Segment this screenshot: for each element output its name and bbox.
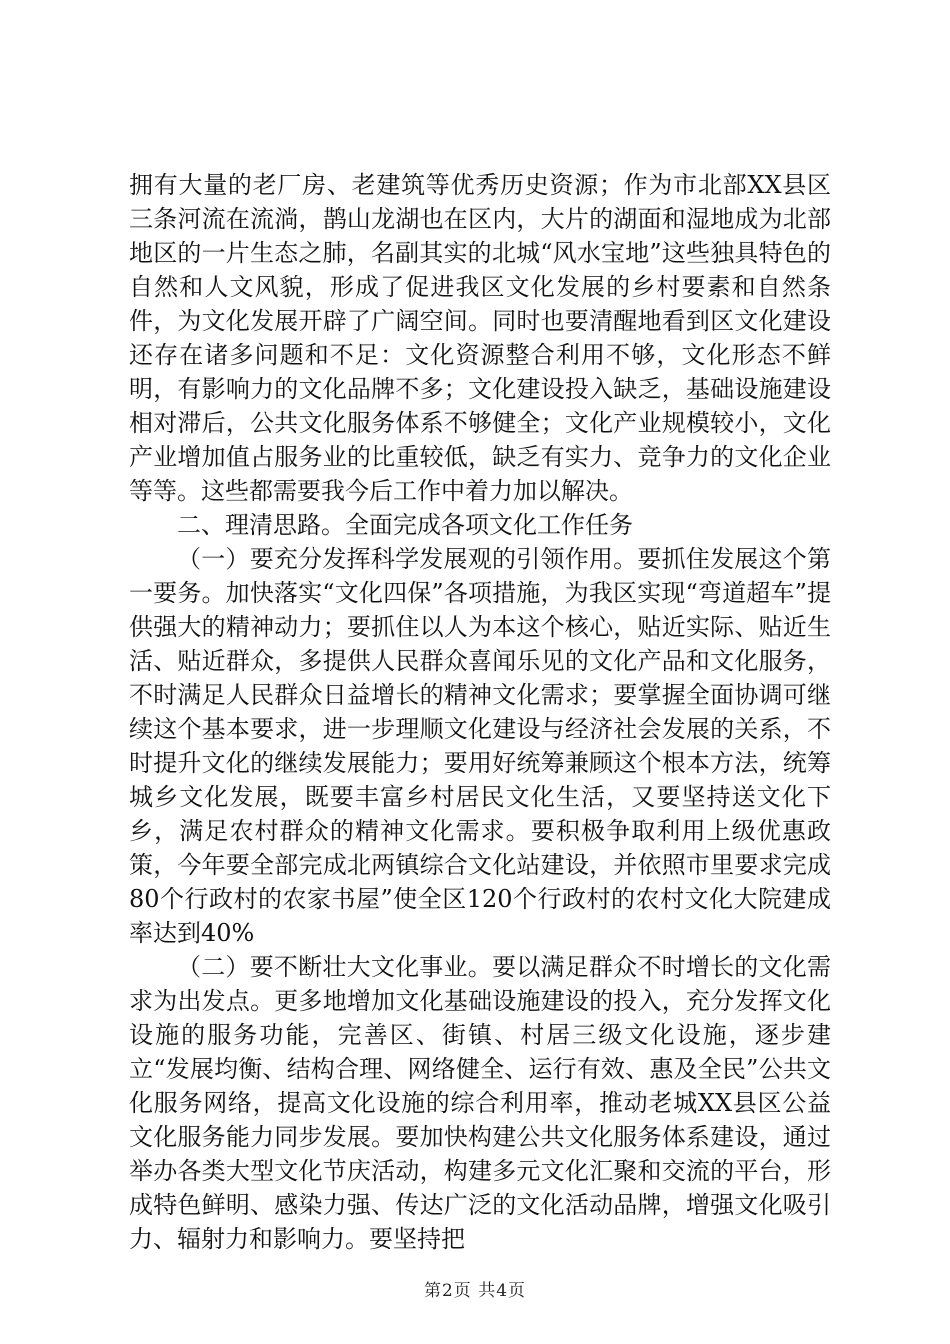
paragraph-resources-and-problems: 拥有大量的老厂房、老建筑等优秀历史资源；作为市北部XX县区三条河流在流淌，鹊山龙湖也在区内，大片的湖面和湿地成为北部地区的一片生态之肺，名副其实的北城“风水宝地”这些独具特色的自然和人文风貌，形成了促进我区文化发展的乡村要素和自然条件，为文化发展开辟了广阔空间。同时也要清醒地看到区文化建设还存在诸多问题和不足：文化资源整合利用不够，文化形态不鲜明，有影响力的文化品牌不多；文化建设投入缺乏，基础设施建设相对滞后，公共文化服务体系不够健全；文化产业规模较小，文化产业增加值占服务业的比重较低，缺乏有实力、竞争力的文化企业等等。这些都需要我今后工作中着力加以解决。 <box>129 171 831 505</box>
page-footer: 第2页 共4页 <box>423 1281 527 1301</box>
paragraph-scientific-development: （一）要充分发挥科学发展观的引领作用。要抓住发展这个第一要务。加快落实“文化四保”各项措施，为我区实现“弯道超车”提供强大的精神动力；要抓住以人为本这个核心，贴近实际、贴近生活、贴近群众，多提供人民群众喜闻乐见的文化产品和文化服务，不时满足人民群众日益增长的精神文化需求；要掌握全面协调可继续这个基本要求，进一步理顺文化建设与经济社会发展的关系，不时提升文化的继续发展能力；要用好统筹兼顾这个根本方法，统筹城乡文化发展，既要丰富乡村居民文化生活，又要坚持送文化下乡，满足农村群众的精神文化需求。要积极争取利用上级优惠政策，今年要全部完成北两镇综合文化站建设，并依照市里要求完成80个行政村的农家书屋”使全区120个行政村的农村文化大院建成率达到40% <box>129 545 831 947</box>
paragraph-cultural-undertakings: （二）要不断壮大文化事业。要以满足群众不时增长的文化需求为出发点。更多地增加文化基础设施建设的投入，充分发挥文化设施的服务功能，完善区、街镇、村居三级文化设施，逐步建立“发展均衡、结构合理、网络健全、运行有效、惠及全民”公共文化服务网络，提高文化设施的综合利用率，推动老城XX县区公益文化服务能力同步发展。要加快构建公共文化服务体系建设，通过举办各类大型文化节庆活动，构建多元文化汇聚和交流的平台，形成特色鲜明、感染力强、传达广泛的文化活动品牌，增强文化吸引力、辐射力和影响力。要坚持把 <box>129 953 831 1253</box>
section-heading-2: 二、理清思路。全面完成各项文化工作任务 <box>177 511 633 539</box>
document-body <box>129 168 831 1256</box>
